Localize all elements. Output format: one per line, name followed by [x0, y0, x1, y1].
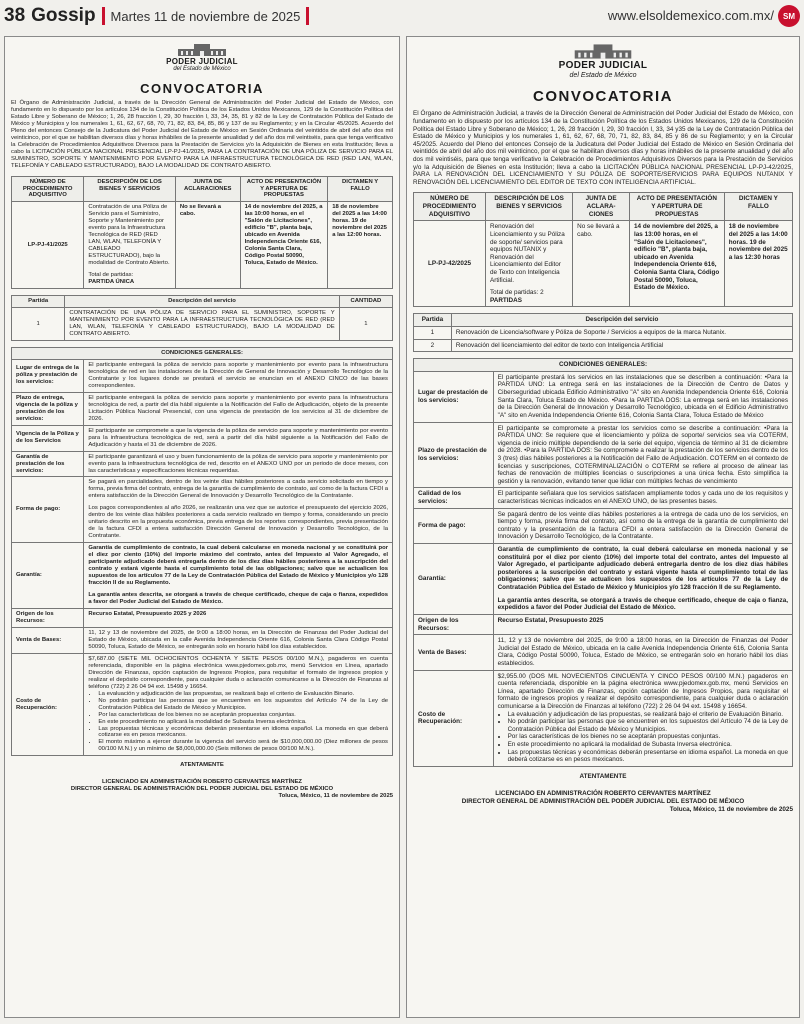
condition-text: El participante se compromete a prestar los servicios como se describe a continuación: •Para la PARTIDA UNO: Se requiere que el licenciamiento y póliza de soporte/ servicios sea vía COTERM, vigencia de inicio múltiple dependiendo de la serie del equipo, vigencia de término al 31 de diciembre de 2028. •Para la PARTIDA DOS: Se compromete a realizar la prestación de los servicios dentro de los 3 (tres) días hábiles posteriores a la Notificación del Fallo de Adjudicación. COTERM en el contexto de licencias y suscripciones, COTERMINALIZACIÓN o COTERM se refiere al proceso de alinear las fechas de renovación de múltiples licencias o suscripciones a una única fecha. Esto simplifica la gestión y la renovación, evitando tener que lidiar con múltiples fechas de vencimiento — [493, 422, 792, 488]
items-table — [11, 295, 393, 341]
place-date: Toluca, México, 11 de noviembre de 2025 — [669, 805, 793, 813]
condition-label: Forma de pago: — [12, 477, 84, 543]
procedure-table — [11, 176, 393, 290]
procedure-description — [486, 221, 573, 307]
intro-paragraph: El Órgano de Administración Judicial, a través de la Dirección General de Administración del Poder Judicial del Estado de México, con fundamento en lo dispuesto por los artículos 134 de la Constitución Política de los Estados Unidos Mexicanos, 129 de la Constitución Política del Estado Libre y Soberano de México; 1, 26, 28 fracción I, 29, 30 fracción I, 33, 34, 35, 81 y 82 de la Ley de Contratación Pública del Estado de México y Municipios y los numerales 1, 61, 62, 67, 68, 70, 71, 82, 83, 84, 85, 86 y 137 de su Reglamento; y en la Circular 45/2025. Acuerdo del Pleno del entonces Consejo de la Judicatura del Poder Judicial del Estado de México en Sesión Ordinaria del veintidós de abril del año dos mil veinticinco, por el que se habilitan diversos días y horas inhábiles de la presente anualidad y del año dos mil veintiséis, para que tenga verificativo la Celebración de Procedimientos Adquisitivos Diversos para la Prestación de Servicios y/o la Adquisición de Bienes en esta Institución; lleva a cabo la LICITACIÓN PÚBLICA NACIONAL PRESENCIAL LP-PJ-41/2025, PARA LA CONTRATACIÓN DE UNA PÓLIZA DE SERVICIO PARA EL SUMINISTRO, SOPORTE Y MANTENIMIENTO POR EVENTO PARA LA INFRAESTRUCTURA TECNOLÓGICA DE RED (RED LAN, WLAN, TELEFONÍA Y CABLEADO ESTRUCTURADO), BAJO LA MODALIDAD DE CONTRATO ABIERTO. — [11, 99, 393, 169]
red-divider — [102, 7, 105, 25]
condition-text: 11, 12 y 13 de noviembre del 2025, de 9:00 a 18:00 horas, en la Dirección de Finanzas del Poder Judicial del Estado de México, ubicada en la calle Avenida Independencia Oriente 616, Colonia Santa Clara Código Postal 50090, Toluca, Estado de México, se entregarán solo en horario hábil los días establecidos. — [84, 627, 393, 653]
list-item: • Por las características de los bienes no se aceptarán propuestas conjuntas. — [508, 733, 788, 741]
col-header: ACTO DE PRESENTACIÓN Y APERTURA DE PROPUESTAS — [240, 176, 328, 202]
condition-text: Recurso Estatal, Presupuesto 2025 — [493, 614, 792, 634]
institution-name: PODER JUDICIAL — [166, 57, 238, 66]
signer-title: DIRECTOR GENERAL DE ADMINISTRACIÓN DEL PODER JUDICIAL DEL ESTADO DE MÉXICO — [461, 798, 745, 806]
table-row — [12, 308, 393, 341]
conditions-list — [98, 691, 388, 754]
condition-label: Plazo de prestación de los servicios: — [414, 422, 494, 488]
col-header: Partida — [12, 296, 65, 308]
item-number: 2 — [414, 339, 452, 352]
masthead — [0, 0, 804, 32]
list-item: • No podrán participar las personas que se encuentren en los supuestos del Artículo 74 de la Ley de Contratación Pública del Estado de México y Municipios. — [98, 698, 388, 712]
list-item: • Las propuestas técnicas y económicas deberán presentarse en idioma español. La moneda en que deberá cotizarse es en pesos mexicanos. — [98, 726, 388, 740]
closing: ATENTAMENTE — [579, 772, 627, 780]
col-header: CANTIDAD — [339, 296, 392, 308]
condition-label: Garantía: — [414, 544, 494, 615]
item-number: 1 — [414, 327, 452, 340]
total-value: PARTIDA ÚNICA — [88, 279, 135, 286]
payment-text: Los pagos correspondientes al año 2026, se realizarán una vez que se autorice el presupuesto del ejercicio 2026, dentro de los veinte días hábiles posteriores a cada servicio realizado en tiempo y forma, considerando un precio unitario descrito en la propuesta económica, previa entrega de los reportes correspondientes, previa presentación de la factura CFDI a entera satisfacción Dirección General de Innovación y Desarrollo Tecnológico, de la Contratante. — [88, 505, 388, 540]
section-name: Gossip — [31, 5, 96, 26]
institution-name: PODER JUDICIAL — [558, 60, 648, 71]
list-item: • La evaluación y adjudicación de las propuestas, se realizará bajo el criterio de Evaluación Binario. — [98, 691, 388, 698]
guarantee-text: La garantía antes descrita, se otorgará a través de cheque certificado, cheque de caja o fianza, expedidos a favor del Poder Judicial del Estado de México. — [88, 592, 388, 605]
table-row — [414, 339, 793, 352]
condition-label: Plazo de entrega, vigencia de la póliza y prestación de los servicios: — [12, 392, 84, 425]
list-item: • La evaluación y adjudicación de las propuestas, se realizará bajo el criterio de Evaluación Binario. — [508, 711, 788, 719]
condition-text: El participante garantizará el uso y buen funcionamiento de la póliza de servicio para soporte y mantenimiento por evento para la infraestructura tecnológica de red, descrito en el ANEXO UNO por un periodo de doce meses, con las características y especificaciones técnicas requeridas. — [84, 451, 393, 477]
condition-label: Costo de Recuperación: — [414, 670, 494, 766]
col-header: DESCRIPCIÓN DE LOS BIENES Y SERVICIOS — [486, 193, 573, 221]
item-description: Renovación de Licencia/software y Póliza de Soporte / Servicios a equipos de la marca Nutanix. — [451, 327, 792, 340]
condition-text — [84, 477, 393, 543]
condition-text: 11, 12 y 13 de noviembre del 2025, de 9:00 a 18:00 horas, en la Dirección de Finanzas del Poder Judicial del Estado de México, ubicada en la calle Avenida Independencia Oriente 616, Colonia Santa Clara, Código Postal 50090, Toluca, Estado de México, se entregarán solo en horario hábil los días establecidos. — [493, 635, 792, 670]
col-header: Descripción del servicio — [451, 314, 792, 327]
col-header: Partida — [414, 314, 452, 327]
condition-label: Forma de pago: — [414, 508, 494, 543]
col-header: DESCRIPCIÓN DE LOS BIENES Y SERVICIOS — [84, 176, 175, 202]
col-header: ACTO DE PRESENTACIÓN Y APERTURA DE PROPUESTAS — [630, 193, 725, 221]
cost-text: $2,955.00 (DOS MIL NOVECIENTOS CINCUENTA Y CINCO PESOS 00/100 M.N.) pagaderos en cuenta referenciada, disponible en la página electrónica www.pjedomex.gob.mx, menú Servicios en Línea, apartado Dirección de Finanzas, opción captación de Ingresos Propios, para requisitar el formato de ingresos propios y realizar el depósito correspondiente, para cualquier duda o aclaración comunicarse a la Dirección de Finanzas al teléfono (722) 2 26 04 94 ext. 15498 y 16654. — [497, 672, 788, 710]
condition-label: Origen de los Recursos: — [12, 608, 84, 627]
col-header: DICTAMEN Y FALLO — [724, 193, 792, 221]
item-quantity: 1 — [339, 308, 392, 341]
signature-block — [413, 773, 793, 806]
guarantee-text: Garantía de cumplimiento de contrato, la cual deberá calcularse en moneda nacional y se constituirá por el diez por ciento (10%) del importe total del contrato, antes del Impuesto al Valor Agregado, el participante adjudicado deberá entregarla dentro de los diez días hábiles posteriores a la suscripción del contrato y estará vigente hasta el cumplimiento total de las obligaciones; salvo que se actualicen los supuestos de los artículos 77 de la Ley de Contratación Pública del Estado de México y Municipios y/o 128 fracción II de su Reglamento. — [497, 546, 788, 592]
clarification-meeting: No se llevará a cabo. — [175, 202, 240, 289]
col-header: JUNTA DE ACLARACIONES — [175, 176, 240, 202]
payment-text: Se pagará en parcialidades, dentro de los veinte días hábiles posteriores a cada servicio solicitado en tiempo y forma, previa firma del contrato, entrega de la garantía de cumplimiento de contrato, así como de la factura CFDI a entera satisfacción de la Dirección General de Innovación y Desarrollo Tecnológico de la Contratante. — [88, 479, 388, 500]
procedure-number: LP-PJ-41/2025 — [12, 202, 84, 289]
item-number: 1 — [12, 308, 65, 341]
notice-title: CONVOCATORIA — [140, 80, 264, 96]
condition-label: Lugar de entrega de la póliza y prestación de los servicios: — [12, 359, 84, 392]
newspaper-logo-icon: SM — [778, 5, 800, 27]
palace-icon — [174, 43, 230, 57]
list-item: • En este procedimiento no aplicará la modalidad de Subasta Inversa electrónica. — [98, 719, 388, 726]
red-divider — [306, 7, 309, 25]
institution-subtitle: del Estado de México — [569, 72, 637, 79]
items-table — [413, 313, 793, 352]
conditions-list — [508, 711, 788, 764]
procedure-number: LP-PJ-42/2025 — [414, 221, 486, 307]
notice-header — [413, 43, 793, 106]
total-label: Total de partidas: — [88, 272, 134, 279]
table-row — [414, 327, 793, 340]
condition-label: Calidad de los servicios: — [414, 488, 494, 508]
notice-header — [11, 43, 393, 96]
intro-paragraph: El Órgano de Administración Judicial, a través de la Dirección General de Administración del Poder Judicial del Estado de México, con fundamento en lo dispuesto por los artículos 134 de la Constitución Política de los Estados Unidos Mexicanos, 129 de la Constitución Política del Estado Libre y Soberano de México; 1, 26, 28 fracción I, 29, 30 fracción I, 33, 34 y35 de la Ley de Contratación Pública del Estado de México y Municipios y los numerales 1, 61, 62, 67, 68, 70, 71, 82, 83, 84, 85 y 86 de su Reglamento; y en la Circular 45/2025. Acuerdo del Pleno del entonces Consejo de la Judicatura del Poder Judicial del Estado de México en Sesión Ordinaria del veintidós de abril del año dos mil veinticinco, por el que se habilitan diversos días y horas inhábiles de la presente anualidad y del año dos mil veintiséis, para que tenga verificativo la Celebración de Procedimientos Adquisitivos Diversos para la Prestación de Servicios y/o la Adquisición de Bienes en esta Institución; lleva a cabo la LICITACIÓN PÚBLICA NACIONAL PRESENCIAL LP-PJ-42/2025, PARA LA RENOVACIÓN DEL LICENCIAMIENTO Y SU PÓLIZA DE SOPORTE/SERVICIOS PARA EQUIPOS NUTANIX Y RENOVACIÓN DEL LICENCIAMIENTO DEL EDITOR DE TEXTO CON INTELIGENCIA ARTIFICIAL. — [413, 110, 793, 186]
col-header: JUNTA DE ACLARA-CIONES — [573, 193, 630, 221]
condition-label: Venta de Bases: — [12, 627, 84, 653]
page-number: 38 — [4, 5, 26, 26]
conditions-table — [413, 358, 793, 767]
condition-text: El participante entregará la póliza de servicio para soporte y mantenimiento por evento para la infraestructura tecnológica de red en las instalaciones de la Dirección de General de Innovación y Desarrollo Tecnológico de la Contratante y los lugares donde se prestará el servicio se enuncian en el ANEXO CINCO de las bases correspondientes. — [84, 359, 393, 392]
signature-block — [11, 762, 393, 793]
institution-subtitle: del Estado de México — [173, 66, 231, 73]
item-description: CONTRATACIÓN DE UNA PÓLIZA DE SERVICIO PARA EL SUMINISTRO, SOPORTE Y MANTENIMIENTO POR EVENTO PARA LA INFRAESTRUCTURA TECNOLÓGICA DE RED (RED LAN, WLAN, TELEFONÍA Y CABLEADO ESTRUCTURADO), BAJO LA MODALIDAD DE CONTRATO ABIERTO. — [65, 308, 339, 341]
proposal-opening: 14 de noviembre del 2025, a las 10:00 horas, en el "Salón de Licitaciones", edificio "B", planta baja, ubicado en Avenida Independencia Oriente 616, Colonia Santa Clara, Código Postal 50090, Toluca, Estado de México. — [240, 202, 328, 289]
ruling-date: 18 de noviembre del 2025 a las 14:00 horas. 19 de noviembre del 2025 a las 12:00 horas. — [328, 202, 393, 289]
condition-label: Venta de Bases: — [414, 635, 494, 670]
list-item: • No podrán participar las personas que se encuentren en los supuestos del Artículo 74 de la Ley de Contratación Pública del Estado de México y Municipios. — [508, 718, 788, 733]
total-label: Total de partidas: 2 — [490, 289, 544, 297]
col-header: NÚMERO DE PROCEDIMIENTO ADQUISITIVO — [414, 193, 486, 221]
notice-lp-pj-42 — [406, 36, 800, 1018]
palace-icon — [570, 43, 636, 60]
guarantee-text: La garantía antes descrita, se otorgará a través de cheque certificado, cheque de caja o fianza, expedidos a favor del Poder Judicial del Estado de México. — [497, 596, 788, 612]
condition-label: Origen de los Recursos: — [414, 614, 494, 634]
condition-text: El participante entregará la póliza de servicio para soporte y mantenimiento por evento para la infraestructura tecnológica de red, a partir del día hábil siguiente a la Notificación del Fallo de Adjudicación, objeto de la presente Licitación Pública Nacional Presencial, con una vigencia de prestación de los servicios al 31 de diciembre de 2026. — [84, 392, 393, 425]
condition-label: Costo de Recuperación: — [12, 653, 84, 756]
col-header: NÚMERO DE PROCEDIMIENTO ADQUISITIVO — [12, 176, 84, 202]
condition-text: El participante se compromete a que la vigencia de la póliza de servicio para soporte y mantenimiento por evento para la infraestructura tecnológica de red, será a partir del día hábil siguiente a la Notificación del Fallo de Adjudicación y hasta el 31 de diciembre de 2026. — [84, 425, 393, 451]
conditions-title: CONDICIONES GENERALES: — [12, 347, 393, 359]
notice-lp-pj-41 — [4, 36, 400, 1018]
closing: ATENTAMENTE — [180, 762, 224, 769]
total-value: PARTIDAS — [490, 296, 522, 304]
condition-text — [84, 543, 393, 609]
clarification-meeting: No se llevará a cabo. — [573, 221, 630, 307]
signer-name: LICENCIADO EN ADMINISTRACIÓN ROBERTO CERVANTES MARTÍNEZ — [495, 790, 711, 798]
item-description: Renovación del licenciamiento del editor de texto con Inteligencia Artificial — [451, 339, 792, 352]
description-text: Contratación de una Póliza de Servicio para el Suministro, Soporte y Mantenimiento por evento para la Infraestructura Tecnológica de RED (RED LAN, WLAN, TELEFONÍA Y CABLEADO ESTRUCTURADO), bajo la modalidad de Contrato Abierto. — [88, 204, 170, 267]
condition-label: Garantía: — [12, 543, 84, 609]
conditions-title: CONDICIONES GENERALES: — [414, 359, 793, 372]
conditions-table — [11, 347, 393, 756]
list-item: • El monto máximo a ejercer durante la vigencia del servicio será de $10,000,000.00 (Diez millones de pesos 00/100 M.N.) y un mínimo de $8,000,000.00 (Seis millones de pesos 00/100 M.N.). — [98, 739, 388, 753]
proposal-opening: 14 de noviembre del 2025, a las 13:00 horas, en el "Salón de Licitaciones", edificio "B", planta baja, ubicado en Avenida Independencia Oriente 616, Colonia Santa Clara, Código Postal 50090, Toluca, Estado de México. — [630, 221, 725, 307]
procedure-table — [413, 192, 793, 307]
procedure-description — [84, 202, 175, 289]
condition-text — [84, 653, 393, 756]
list-item: • Las propuestas técnicas y económicas deberán presentarse en idioma español. La moneda en que deberá cotizarse es en pesos mexicanos. — [508, 749, 788, 764]
condition-label: Vigencia de la Póliza y de los Servicios — [12, 425, 84, 451]
condition-text — [493, 544, 792, 615]
col-header: Descripción del servicio — [65, 296, 339, 308]
signer-name: LICENCIADO EN ADMINISTRACIÓN ROBERTO CERVANTES MARTÍNEZ — [101, 779, 303, 786]
condition-text: El participante prestará los servicios en las instalaciones que se describen a continuación: •Para la PARTIDA UNO: La entrega será en las instalaciones de la Dirección de Centro de Datos y Ciberseguridad ubicada Edificio Administrativo "A" sito en Avenida Independencia Oriente 616, Colonia Santa Clara, Toluca Estado de México. •Para la PARTIDA DOS: La entrega será en las instalaciones de la Dirección General de Innovación y Desarrollo Tecnológico, ubicada en el Edificio Administrativo "A" sito en Avenida Independencia Oriente 616, Colonia Santa Clara, Toluca Estado de México — [493, 371, 792, 422]
condition-text: El participante señalara que los servicios satisfacen ampliamente todos y cada uno de los requisitos y características técnicas indicados en el ANEXO UNO, de las presentes bases. — [493, 488, 792, 508]
condition-label: Garantía de prestación de los servicios: — [12, 451, 84, 477]
condition-text: Se pagará dentro de los veinte días hábiles posteriores a la entrega de cada uno de los servicios, en tiempo y forma, previa firma del contrato, así como de la entrega de la garantía de cumplimiento del contrato y la presentación de la factura CFDI a entera satisfacción de la Dirección General de Innovación y Desarrollo Tecnológico, de la Contratante. — [493, 508, 792, 543]
issue-date: Martes 11 de noviembre de 2025 — [110, 8, 301, 24]
condition-text: Recurso Estatal, Presupuesto 2025 y 2026 — [84, 608, 393, 627]
ruling-date: 18 de noviembre del 2025 a las 14:00 horas. 19 de noviembre del 2025 a las 12:30 horas — [724, 221, 792, 307]
list-item: • En este procedimiento no aplicará la modalidad de Subasta Inversa electrónica. — [508, 741, 788, 749]
col-header: DICTAMEN Y FALLO — [328, 176, 393, 202]
list-item: • Por las características de los bienes no se aceptarán propuestas conjuntas. — [98, 712, 388, 719]
condition-label: Lugar de prestación de los servicios: — [414, 371, 494, 422]
description-text: Renovación del Licenciamiento y su Póliza de soporte/ servicios para equipos NUTANIX y Renovación del Licenciamiento del Editor de Texto con Inteligencia Artificial. — [490, 223, 565, 284]
signer-title: DIRECTOR GENERAL DE ADMINISTRACIÓN DEL PODER JUDICIAL DEL ESTADO DE MÉXICO — [70, 786, 334, 793]
guarantee-text: Garantía de cumplimiento de contrato, la cual deberá calcularse en moneda nacional y se constituirá por el diez por ciento (10%) del importe máximo del contrato, antes del Impuesto al Valor Agregado, el participante adjudicado deberá entregarla dentro de los diez días hábiles posteriores a la suscripción del contrato y estará vigente hasta el cumplimiento total de las obligaciones; salvo que se actualicen los supuestos de los artículos 77 de la Ley de Contratación Pública del Estado de México y Municipios y/o 128 fracción II de su Reglamento. — [88, 545, 388, 587]
site-url[interactable]: www.elsoldemexico.com.mx/ — [607, 8, 774, 23]
cost-text: $7,687.00 (SIETE MIL OCHOCIENTOS OCHENTA Y SIETE PESOS 00/100 M.N.), pagaderos en cuenta referenciada, disponible en la página electrónica www.pjedomex.gob.mx, menú Servicios en Línea, apartado Dirección de Finanzas, opción captación de Ingresos Propios, para requisitar el formato de ingresos propios y realizar el depósito correspondiente, para cualquier duda o aclaración comunicarse a la Dirección de Finanzas al teléfono (722) 2 26 04 94 ext. 15498 y 16654. — [88, 655, 388, 690]
notice-title: CONVOCATORIA — [533, 88, 673, 106]
place-date: Toluca, México, 11 de noviembre de 2025 — [278, 793, 393, 800]
condition-text — [493, 670, 792, 766]
